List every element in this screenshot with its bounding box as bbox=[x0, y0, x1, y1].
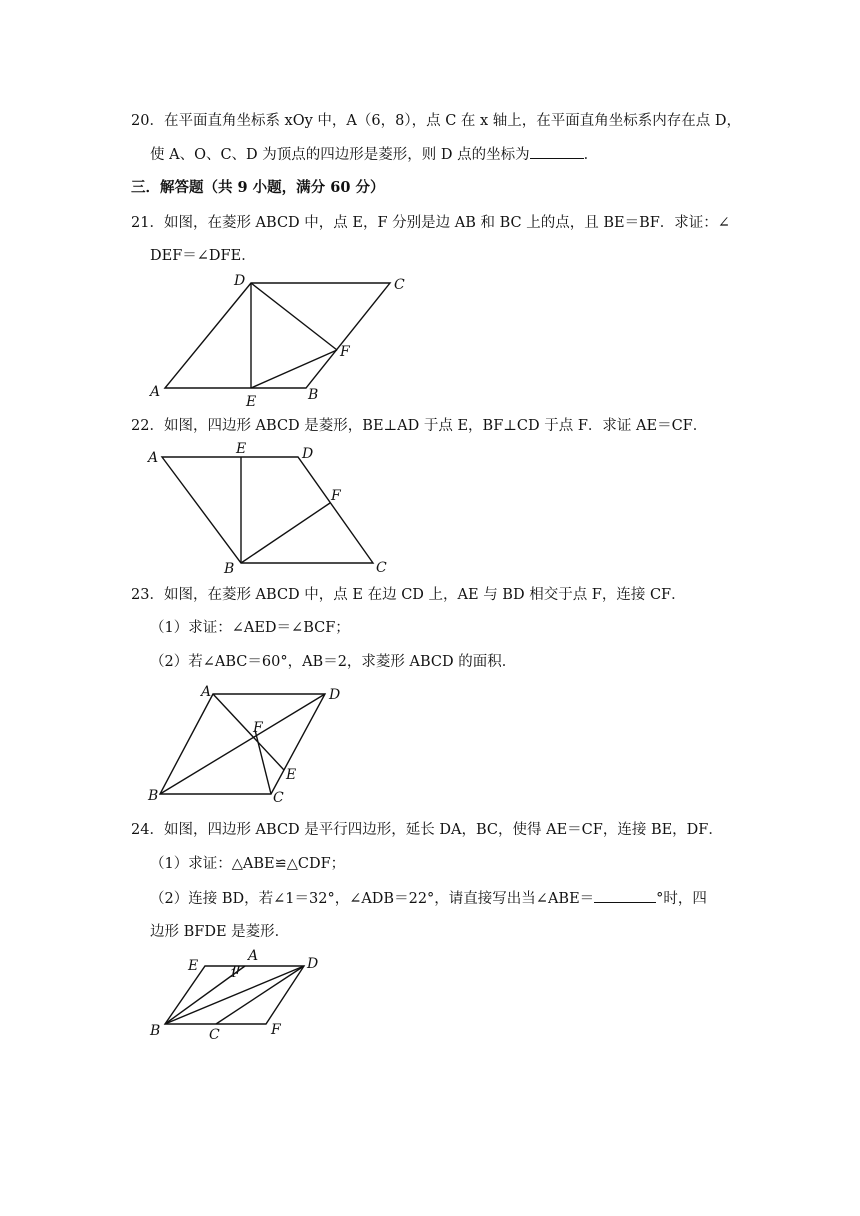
q21-rhombus bbox=[165, 283, 390, 388]
q23-part1: （1）求证：∠AED＝∠BCF； bbox=[150, 620, 350, 636]
q21-figure bbox=[140, 272, 430, 412]
q21-segment-ef bbox=[251, 350, 337, 388]
q22-rhombus bbox=[162, 457, 373, 563]
section-heading: 三．解答题（共 9 小题，满分 60 分） bbox=[131, 179, 385, 196]
q20-line2-text: 使 A、O、C、D 为顶点的四边形是菱形，则 D 点的坐标为 bbox=[150, 147, 530, 163]
q24-part2-text: （2）连接 BD，若∠1＝32°，∠ADB＝22°，请直接写出当∠ABE＝ bbox=[150, 891, 595, 907]
q24-line1: 24．如图，四边形 ABCD 是平行四边形，延长 DA，BC，使得 AE＝CF，连接 BE，DF． bbox=[131, 822, 723, 838]
q22-line1: 22．如图，四边形 ABCD 是菱形，BE⊥AD 于点 E，BF⊥CD 于点 F．求证 AE＝CF． bbox=[131, 418, 708, 434]
q23-diagonal-bd bbox=[160, 694, 325, 794]
q24-part2-text-end: °时，四 bbox=[656, 891, 707, 907]
q21-label-e: E bbox=[246, 394, 257, 410]
q24-label-a: A bbox=[248, 948, 259, 964]
q23-label-d: D bbox=[329, 687, 341, 703]
q21-label-d: D bbox=[234, 273, 246, 289]
q23-figure bbox=[140, 682, 360, 807]
q23-segment-cf bbox=[255, 730, 271, 794]
q23-label-c: C bbox=[273, 790, 284, 806]
q23-label-e: E bbox=[286, 767, 297, 783]
q20-line2-end: ． bbox=[583, 147, 599, 163]
q24-figure bbox=[140, 950, 340, 1045]
q24-label-f: F bbox=[271, 1022, 281, 1038]
q24-label-d: D bbox=[307, 956, 319, 972]
q23-label-a: A bbox=[201, 684, 212, 700]
q22-label-a: A bbox=[148, 450, 159, 466]
q20-line2 bbox=[150, 144, 598, 165]
answer-blank bbox=[530, 144, 584, 159]
q23-label-f: F bbox=[253, 720, 263, 736]
q24-label-e: E bbox=[188, 958, 199, 974]
q24-angle1-mark2 bbox=[237, 966, 239, 974]
q21-label-a: A bbox=[150, 384, 161, 400]
q23-segment-ae bbox=[213, 694, 284, 770]
q21-label-f: F bbox=[340, 344, 350, 360]
q21-label-c: C bbox=[394, 277, 405, 293]
q23-label-b: B bbox=[148, 788, 159, 804]
q22-label-d: D bbox=[302, 446, 314, 462]
q24-label-b: B bbox=[150, 1023, 161, 1039]
answer-blank bbox=[594, 888, 656, 903]
q24-part1: （1）求证：△ABE≌△CDF； bbox=[150, 856, 346, 872]
q23-line1: 23．如图，在菱形 ABCD 中，点 E 在边 CD 上，AE 与 BD 相交于点 F，连接 CF． bbox=[131, 587, 686, 603]
q22-label-b: B bbox=[224, 561, 235, 577]
q21-label-b: B bbox=[308, 387, 319, 403]
q21-line1: 21．如图，在菱形 ABCD 中，点 E，F 分别是边 AB 和 BC 上的点，且 BE＝BF．求证：∠ bbox=[131, 215, 730, 231]
q22-label-e: E bbox=[236, 441, 247, 457]
q22-figure bbox=[140, 440, 400, 580]
q21-segment-df bbox=[251, 283, 337, 350]
q24-part2-line2: 边形 BFDE 是菱形． bbox=[150, 924, 290, 940]
q21-line2: DEF＝∠DFE． bbox=[150, 248, 256, 264]
q20-line1: 20．在平面直角坐标系 xOy 中，A（6，8），点 C 在 x 轴上，在平面直角坐标系内存在点 D， bbox=[131, 113, 742, 129]
q22-label-f: F bbox=[331, 488, 341, 504]
q22-label-c: C bbox=[376, 560, 387, 576]
q24-part2-line1 bbox=[150, 888, 707, 909]
q24-label-c: C bbox=[209, 1027, 220, 1043]
q23-part2: （2）若∠ABC＝60°，AB＝2，求菱形 ABCD 的面积． bbox=[150, 654, 517, 670]
q24-label-angle1: 1 bbox=[230, 967, 237, 980]
q22-segment-bf bbox=[241, 503, 330, 563]
